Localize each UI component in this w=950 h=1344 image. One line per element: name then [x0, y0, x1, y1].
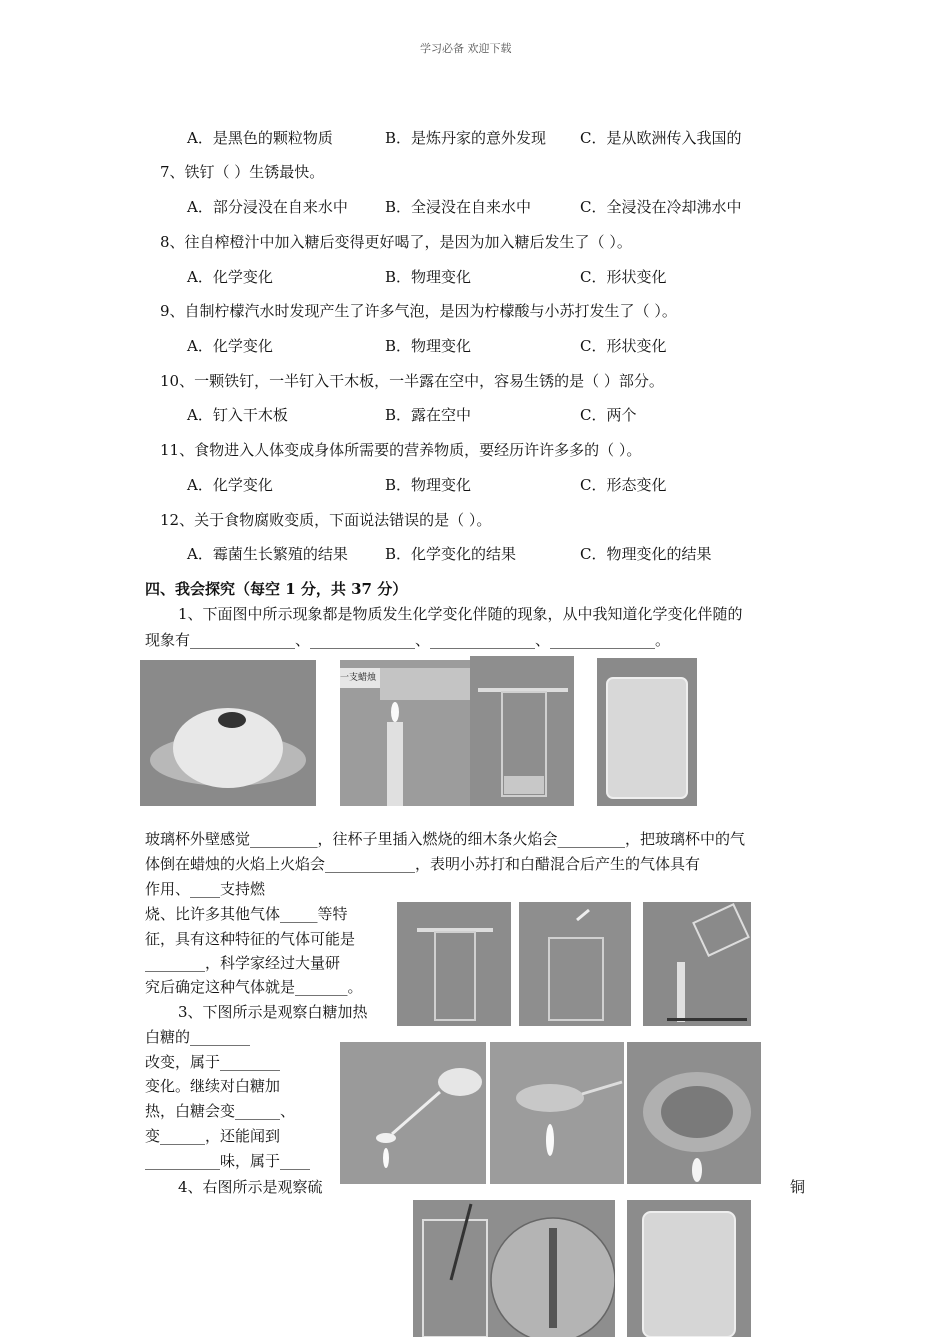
p2-line5: 征，具有这种特征的气体可能是	[145, 930, 356, 948]
q9-option-c: C．形状变化	[580, 337, 667, 355]
q9-option-a: A．化学变化	[187, 337, 273, 355]
p3-line1: 3、下图所示是观察白糖加热	[178, 1003, 368, 1021]
q11-question: 11、食物进入人体变成身体所需要的营养物质，要经历许许多多的（ ）。	[160, 441, 642, 459]
p1-line1: 1、下面图中所示现象都是物质发生化学变化伴随的现象，从中我知道化学变化伴随的	[178, 605, 743, 623]
p1-line2: 现象有______________、______________、______________、______________。	[145, 631, 671, 649]
q8-option-a: A．化学变化	[187, 268, 273, 286]
q10-question: 10、一颗铁钉，一半钉入干木板，一半露在空中，容易生锈的是（ ）部分。	[160, 372, 664, 390]
page-header: 学习必备 欢迎下载	[420, 42, 512, 55]
spoon-heating-photo-1	[340, 1042, 486, 1184]
p4-line1: 4、右图所示是观察硫	[178, 1178, 323, 1196]
q6-option-a: A．是黑色的颗粒物质	[187, 129, 333, 147]
p3-line6: 变______，还能闻到	[145, 1127, 281, 1145]
q6-option-c: C．是从欧洲传入我国的	[580, 129, 742, 147]
p2-line7: 究后确定这种气体就是_______。	[145, 978, 363, 996]
q12-question: 12、关于食物腐败变质，下面说法错误的是（ ）。	[160, 511, 492, 529]
p3-line5: 热，白糖会变______、	[145, 1102, 296, 1120]
p3-line4: 变化。继续对白糖加	[145, 1077, 281, 1095]
q10-option-b: B．露在空中	[385, 406, 472, 424]
pouring-gas-photo	[643, 902, 751, 1026]
q8-option-c: C．形状变化	[580, 268, 667, 286]
beaker-stick-illustration	[470, 656, 574, 806]
solution-beaker-illustration	[627, 1200, 751, 1337]
q6-option-b: B．是炼丹家的意外发现	[385, 129, 547, 147]
q11-option-a: A．化学变化	[187, 476, 273, 494]
q7-option-a: A．部分浸没在自来水中	[187, 198, 348, 216]
foaming-beaker-photo	[597, 658, 697, 806]
spoon-heating-illustration-3	[627, 1042, 761, 1184]
q12-option-b: B．化学变化的结果	[385, 545, 517, 563]
spoon-heating-photo-2	[490, 1042, 624, 1184]
candle-illustration	[340, 660, 474, 806]
q9-question: 9、自制柠檬汽水时发现产生了许多气泡，是因为柠檬酸与小苏打发生了（ ）。	[160, 302, 677, 320]
q8-question: 8、往自榨橙汁中加入糖后变得更好喝了，是因为加入糖后发生了（ ）。	[160, 233, 632, 251]
beaker-stick-photo	[470, 656, 574, 806]
nail-copper-illustration	[413, 1200, 615, 1337]
p3-line2: 白糖的________	[145, 1028, 251, 1046]
q7-question: 7、铁钉（ ）生锈最快。	[160, 163, 325, 181]
p2-line3: 作用、____支持燃	[145, 880, 266, 898]
beaker-stick-photo-2	[397, 902, 511, 1026]
p2-line4: 烧、比许多其他气体_____等特	[145, 905, 348, 923]
q7-option-c: C．全浸没在冷却沸水中	[580, 198, 742, 216]
candle-photo	[340, 660, 474, 806]
solution-beaker-photo	[627, 1200, 751, 1337]
p2-line1: 玻璃杯外壁感觉_________，往杯子里插入燃烧的细木条火焰会_________，把玻璃杯中的气	[145, 830, 746, 848]
q7-option-b: B．全浸没在自来水中	[385, 198, 532, 216]
q8-option-b: B．物理变化	[385, 268, 472, 286]
p4-tail: 铜	[790, 1178, 806, 1196]
candle-photo-label: 一支蜡烛	[340, 668, 380, 688]
q11-option-b: B．物理变化	[385, 476, 472, 494]
q9-option-b: B．物理变化	[385, 337, 472, 355]
p2-line2: 体倒在蜡烛的火焰上火焰会____________，表明小苏打和白醋混合后产生的气体具有	[145, 855, 701, 873]
spoon-heating-illustration-2	[490, 1042, 624, 1184]
p2-line6: ________，科学家经过大量研	[145, 954, 341, 972]
empty-beaker-photo	[519, 902, 631, 1026]
q12-option-a: A．霉菌生长繁殖的结果	[187, 545, 348, 563]
q11-option-c: C．形态变化	[580, 476, 667, 494]
beaker-stick-illustration-2	[397, 902, 511, 1026]
rice-mold-illustration	[140, 660, 316, 806]
pouring-gas-illustration	[643, 902, 751, 1026]
p3-line7: __________味，属于____	[145, 1152, 311, 1170]
q12-option-c: C．物理变化的结果	[580, 545, 712, 563]
spoon-heating-illustration-1	[340, 1042, 486, 1184]
q10-option-c: C．两个	[580, 406, 637, 424]
rice-mold-photo	[140, 660, 316, 806]
p3-line3: 改变，属于________	[145, 1053, 281, 1071]
empty-beaker-illustration	[519, 902, 631, 1026]
q10-option-a: A．钉入干木板	[187, 406, 288, 424]
spoon-heating-photo-3	[627, 1042, 761, 1184]
nail-copper-photo	[413, 1200, 615, 1337]
foaming-beaker-illustration	[597, 658, 697, 806]
section-title: 四、我会探究（每空 1 分，共 37 分）	[145, 580, 408, 598]
